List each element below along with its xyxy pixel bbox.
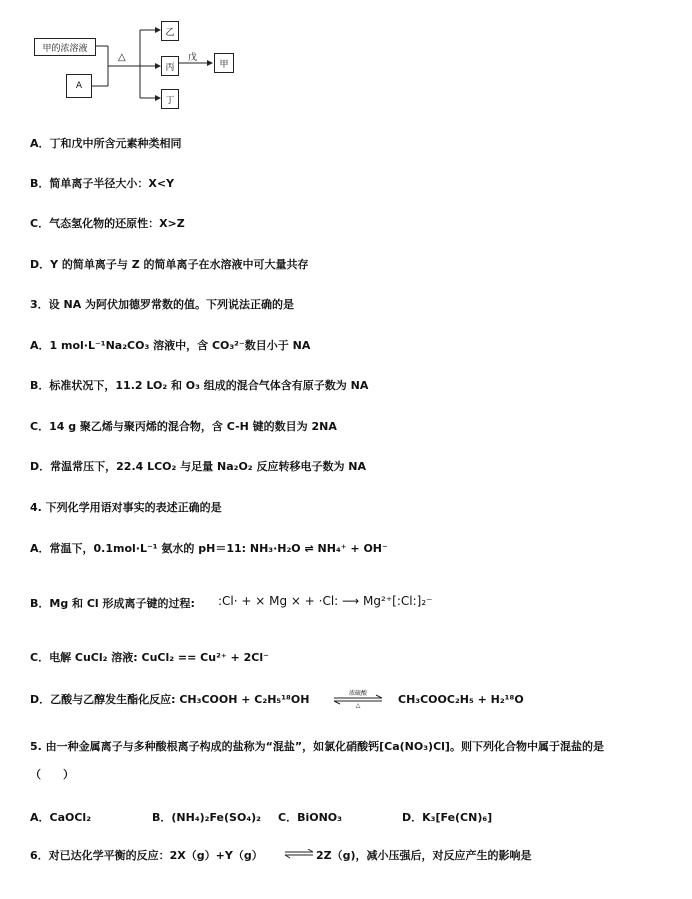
q4-option-b: B．Mg 和 Cl 形成离子键的过程: bbox=[30, 597, 195, 610]
mgcl2-electron-dot-figure: :Cl· + × Mg × + ·Cl: ⟶ Mg²⁺[:Cl:]₂⁻ bbox=[218, 594, 433, 608]
q5-stem: 5. 由一种金属离子与多种酸根离子构成的盐称为“混盐”，如氯化硝酸钙[Ca(NO₃)Cl]。则下列化合物中属于混盐的是 bbox=[30, 740, 604, 753]
q2-option-d: D．Y 的简单离子与 Z 的简单离子在水溶液中可大量共存 bbox=[30, 258, 309, 271]
q5-option-a: A．CaOCl₂ bbox=[30, 811, 92, 824]
box-a: A bbox=[66, 74, 92, 98]
q4-stem: 4. 下列化学用语对事实的表述正确的是 bbox=[30, 501, 222, 514]
equilibrium-arrow-icon bbox=[284, 849, 314, 859]
q4-option-d-left: D．乙酸与乙醇发生酯化反应: CH₃COOH + C₂H₅¹⁸OH bbox=[30, 693, 310, 706]
box-yi: 乙 bbox=[161, 21, 179, 41]
q5-option-b: B．(NH₄)₂Fe(SO₄)₂ bbox=[152, 811, 261, 824]
q4-option-c: C．电解 CuCl₂ 溶液: CuCl₂ == Cu²⁺ + 2Cl⁻ bbox=[30, 651, 269, 664]
q5-option-d: D．K₃[Fe(CN)₆] bbox=[402, 811, 493, 824]
q4-option-a: A．常温下，0.1mol·L⁻¹ 氨水的 pH＝11: NH₃·H₂O ⇌ NH₄⁺ + OH⁻ bbox=[30, 542, 388, 555]
heat-condition-label: △ bbox=[355, 702, 361, 709]
box-concentrated-solution: 甲的浓溶液 bbox=[34, 38, 96, 56]
esterification-condition-arrow bbox=[332, 690, 384, 708]
q6-stem-left: 6．对已达化学平衡的反应：2X（g）+Y（g） bbox=[30, 849, 263, 862]
q5-option-c: C．BiONO₃ bbox=[278, 811, 342, 824]
q3-option-d: D．常温常压下，22.4 LCO₂ 与足量 Na₂O₂ 反应转移电子数为 NA bbox=[30, 460, 367, 473]
box-jia: 甲 bbox=[214, 53, 234, 73]
reagent-label: 戊 bbox=[188, 53, 198, 63]
q3-stem: 3．设 NA 为阿伏加德罗常数的值。下列说法正确的是 bbox=[30, 298, 295, 311]
catalyst-label: 浓硫酸 bbox=[348, 690, 367, 697]
q5-answer-blank: （ ） bbox=[30, 768, 74, 781]
q2-option-b: B．简单离子半径大小：X<Y bbox=[30, 177, 175, 190]
heat-symbol: △ bbox=[118, 52, 126, 63]
q6-stem-right: 2Z（g)，减小压强后，对反应产生的影响是 bbox=[316, 849, 532, 862]
box-ding: 丁 bbox=[161, 89, 179, 109]
q3-option-a: A．1 mol·L⁻¹Na₂CO₃ 溶液中，含 CO₃²⁻数目小于 NA bbox=[30, 339, 311, 352]
q4-option-d-right: CH₃COOC₂H₅ + H₂¹⁸O bbox=[398, 693, 524, 706]
q3-option-c: C．14 g 聚乙烯与聚丙烯的混合物，含 C-H 键的数目为 2NA bbox=[30, 420, 337, 433]
q2-option-c: C．气态氢化物的还原性：X>Z bbox=[30, 217, 185, 230]
box-bing: 丙 bbox=[161, 56, 179, 76]
q2-option-a: A．丁和戊中所含元素种类相同 bbox=[30, 137, 182, 150]
q3-option-b: B．标准状况下，11.2 LO₂ 和 O₃ 组成的混合气体含有原子数为 NA bbox=[30, 379, 369, 392]
